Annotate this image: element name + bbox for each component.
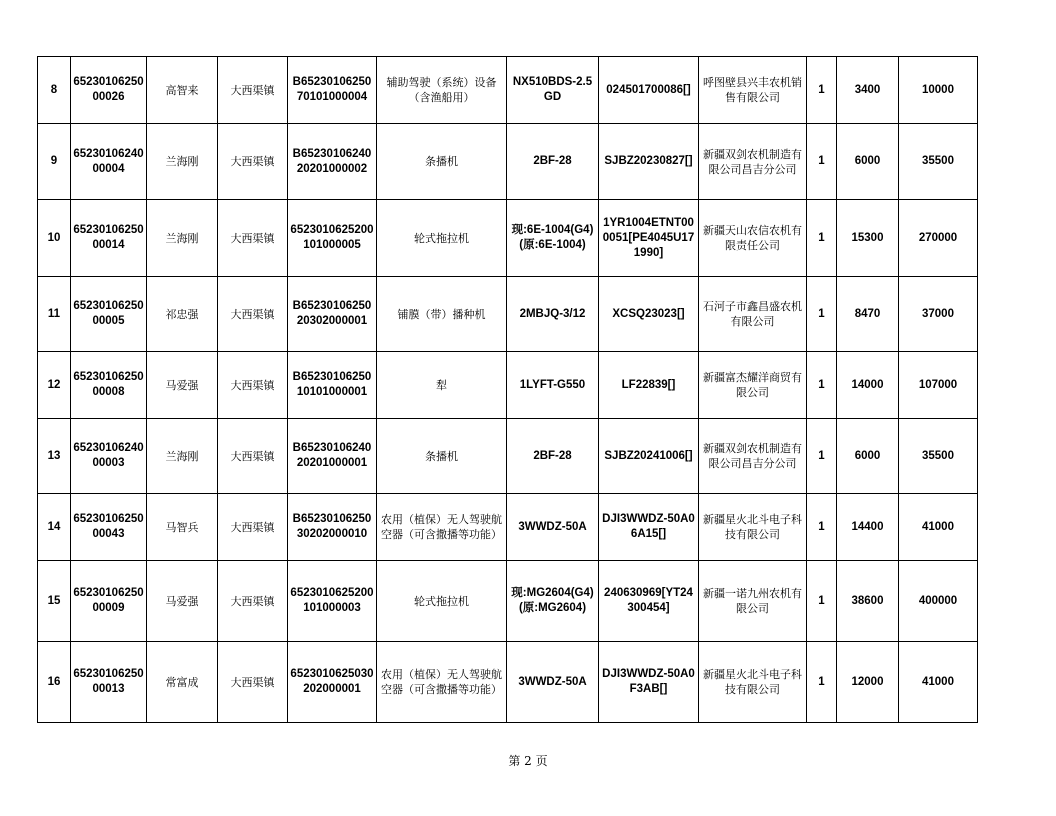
cell-sale-price: 10000 [899, 57, 978, 124]
cell-row-number: 9 [38, 124, 71, 200]
table-row [38, 419, 978, 494]
cell-record-id: 6523010625000013 [71, 642, 147, 723]
page-number: 第 2 页 [508, 754, 548, 768]
cell-item-code: 6523010625200101000005 [288, 200, 377, 277]
cell-row-number: 15 [38, 561, 71, 642]
cell-item-code: B6523010625070101000004 [288, 57, 377, 124]
cell-person-name: 兰海刚 [147, 200, 218, 277]
cell-vendor: 新疆富杰耀洋商贸有限公司 [699, 352, 807, 419]
cell-person-name: 高智来 [147, 57, 218, 124]
cell-vendor: 新疆星火北斗电子科技有限公司 [699, 642, 807, 723]
cell-sale-price: 35500 [899, 124, 978, 200]
cell-vendor: 新疆双剑农机制造有限公司昌吉分公司 [699, 124, 807, 200]
cell-vendor: 新疆一诺九州农机有限公司 [699, 561, 807, 642]
table-body [38, 57, 978, 723]
table-row [38, 277, 978, 352]
cell-quantity: 1 [807, 352, 837, 419]
cell-sale-price: 270000 [899, 200, 978, 277]
cell-subsidy-amount: 12000 [837, 642, 899, 723]
cell-quantity: 1 [807, 419, 837, 494]
cell-model: 2BF-28 [507, 419, 599, 494]
cell-item-name: 轮式拖拉机 [377, 200, 507, 277]
cell-item-name: 铺膜（带）播种机 [377, 277, 507, 352]
cell-serial-number: LF22839[] [599, 352, 699, 419]
cell-town: 大西渠镇 [218, 494, 288, 561]
cell-item-name: 犁 [377, 352, 507, 419]
cell-sale-price: 35500 [899, 419, 978, 494]
cell-quantity: 1 [807, 494, 837, 561]
cell-quantity: 1 [807, 561, 837, 642]
cell-model: 1LYFT-G550 [507, 352, 599, 419]
cell-quantity: 1 [807, 642, 837, 723]
cell-item-name: 农用（植保）无人驾驶航空器（可含撒播等功能） [377, 494, 507, 561]
cell-subsidy-amount: 14000 [837, 352, 899, 419]
cell-record-id: 6523010625000008 [71, 352, 147, 419]
cell-subsidy-amount: 6000 [837, 124, 899, 200]
cell-model: 现:MG2604(G4)(原:MG2604) [507, 561, 599, 642]
cell-town: 大西渠镇 [218, 561, 288, 642]
cell-person-name: 祁忠强 [147, 277, 218, 352]
cell-item-code: B6523010625030202000010 [288, 494, 377, 561]
cell-sale-price: 41000 [899, 494, 978, 561]
cell-subsidy-amount: 14400 [837, 494, 899, 561]
cell-person-name: 兰海刚 [147, 419, 218, 494]
cell-person-name: 兰海刚 [147, 124, 218, 200]
cell-item-code: B6523010625020302000001 [288, 277, 377, 352]
cell-sale-price: 107000 [899, 352, 978, 419]
cell-subsidy-amount: 8470 [837, 277, 899, 352]
cell-town: 大西渠镇 [218, 419, 288, 494]
cell-town: 大西渠镇 [218, 124, 288, 200]
cell-record-id: 6523010624000003 [71, 419, 147, 494]
cell-person-name: 马智兵 [147, 494, 218, 561]
cell-record-id: 6523010625000043 [71, 494, 147, 561]
cell-person-name: 马爱强 [147, 352, 218, 419]
cell-person-name: 马爱强 [147, 561, 218, 642]
cell-model: NX510BDS-2.5GD [507, 57, 599, 124]
cell-subsidy-amount: 15300 [837, 200, 899, 277]
cell-town: 大西渠镇 [218, 352, 288, 419]
cell-quantity: 1 [807, 124, 837, 200]
cell-sale-price: 37000 [899, 277, 978, 352]
cell-item-name: 条播机 [377, 419, 507, 494]
cell-vendor: 呼图壁县兴丰农机销售有限公司 [699, 57, 807, 124]
cell-item-name: 轮式拖拉机 [377, 561, 507, 642]
cell-serial-number: XCSQ23023[] [599, 277, 699, 352]
cell-town: 大西渠镇 [218, 57, 288, 124]
cell-row-number: 13 [38, 419, 71, 494]
cell-item-name: 辅助驾驶（系统）设备（含渔船用） [377, 57, 507, 124]
cell-vendor: 新疆星火北斗电子科技有限公司 [699, 494, 807, 561]
cell-row-number: 16 [38, 642, 71, 723]
table-row [38, 124, 978, 200]
cell-sale-price: 41000 [899, 642, 978, 723]
cell-town: 大西渠镇 [218, 277, 288, 352]
cell-item-code: 6523010625030202000001 [288, 642, 377, 723]
cell-record-id: 6523010624000004 [71, 124, 147, 200]
cell-record-id: 6523010625000009 [71, 561, 147, 642]
cell-record-id: 6523010625000014 [71, 200, 147, 277]
cell-row-number: 11 [38, 277, 71, 352]
cell-quantity: 1 [807, 277, 837, 352]
cell-vendor: 新疆双剑农机制造有限公司昌吉分公司 [699, 419, 807, 494]
cell-record-id: 6523010625000026 [71, 57, 147, 124]
cell-subsidy-amount: 3400 [837, 57, 899, 124]
cell-record-id: 6523010625000005 [71, 277, 147, 352]
cell-serial-number: DJI3WWDZ-50A06A15[] [599, 494, 699, 561]
cell-row-number: 10 [38, 200, 71, 277]
cell-model: 3WWDZ-50A [507, 494, 599, 561]
cell-serial-number: DJI3WWDZ-50A0F3AB[] [599, 642, 699, 723]
cell-quantity: 1 [807, 57, 837, 124]
cell-item-code: B6523010625010101000001 [288, 352, 377, 419]
cell-model: 2BF-28 [507, 124, 599, 200]
cell-item-name: 农用（植保）无人驾驶航空器（可含撒播等功能） [377, 642, 507, 723]
cell-row-number: 12 [38, 352, 71, 419]
cell-subsidy-amount: 38600 [837, 561, 899, 642]
cell-serial-number: 1YR1004ETNT000051[PE4045U171990] [599, 200, 699, 277]
cell-vendor: 石河子市鑫昌盛农机有限公司 [699, 277, 807, 352]
table-row [38, 494, 978, 561]
cell-model: 2MBJQ-3/12 [507, 277, 599, 352]
table-row [38, 57, 978, 124]
cell-row-number: 8 [38, 57, 71, 124]
cell-serial-number: SJBZ20241006[] [599, 419, 699, 494]
cell-serial-number: 024501700086[] [599, 57, 699, 124]
cell-row-number: 14 [38, 494, 71, 561]
cell-person-name: 常富成 [147, 642, 218, 723]
table-row [38, 561, 978, 642]
table-row [38, 352, 978, 419]
cell-serial-number: 240630969[YT24300454] [599, 561, 699, 642]
cell-subsidy-amount: 6000 [837, 419, 899, 494]
cell-item-code: B6523010624020201000002 [288, 124, 377, 200]
cell-item-code: B6523010624020201000001 [288, 419, 377, 494]
table-row [38, 200, 978, 277]
records-table [37, 56, 978, 723]
cell-model: 现:6E-1004(G4)(原:6E-1004) [507, 200, 599, 277]
cell-town: 大西渠镇 [218, 642, 288, 723]
cell-sale-price: 400000 [899, 561, 978, 642]
cell-model: 3WWDZ-50A [507, 642, 599, 723]
cell-item-code: 6523010625200101000003 [288, 561, 377, 642]
cell-vendor: 新疆天山农信农机有限责任公司 [699, 200, 807, 277]
cell-serial-number: SJBZ20230827[] [599, 124, 699, 200]
cell-quantity: 1 [807, 200, 837, 277]
table-row [38, 642, 978, 723]
cell-town: 大西渠镇 [218, 200, 288, 277]
cell-item-name: 条播机 [377, 124, 507, 200]
